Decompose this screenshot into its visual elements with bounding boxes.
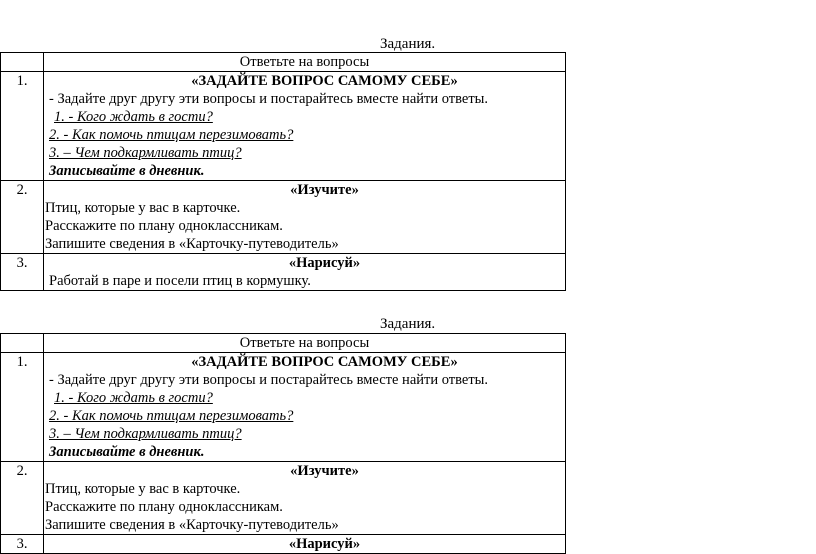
question-3: 3. – Чем подкармливать птиц? <box>49 426 242 442</box>
tasks-table-1 <box>0 52 566 291</box>
task-line: Птиц, которые у вас в карточке. <box>45 200 241 216</box>
header-row <box>1 53 566 72</box>
task-intro: - Задайте друг другу эти вопросы и постарайтесь вместе найти ответы. <box>49 372 489 388</box>
header-cell: Ответьте на вопросы <box>44 53 566 72</box>
task-number: 2. <box>1 462 44 535</box>
task-note: Записывайте в дневник. <box>49 444 205 460</box>
task-line: Расскажите по плану одноклассникам. <box>45 218 283 234</box>
task-content <box>44 535 566 554</box>
task-heading: «Нарисуй» <box>288 536 361 552</box>
header-num-cell <box>1 53 44 72</box>
task-content <box>44 254 566 291</box>
task-heading: «Изучите» <box>290 182 359 198</box>
question-3: 3. – Чем подкармливать птиц? <box>49 145 242 161</box>
task-number: 1. <box>1 353 44 462</box>
task-row-1 <box>1 72 566 181</box>
task-content <box>44 353 566 462</box>
task-number: 3. <box>1 254 44 291</box>
question-2: 2. - Как помочь птицам перезимовать? <box>49 127 294 143</box>
task-row-2 <box>1 462 566 535</box>
task-heading: «ЗАДАЙТЕ ВОПРОС САМОМУ СЕБЕ» <box>191 354 458 370</box>
task-note: Записывайте в дневник. <box>49 163 205 179</box>
task-row-1 <box>1 353 566 462</box>
header-cell: Ответьте на вопросы <box>44 334 566 353</box>
task-heading: «Нарисуй» <box>288 255 361 271</box>
block-1-title: Задания. <box>380 36 436 52</box>
task-content <box>44 181 566 254</box>
question-1: 1. - Кого ждать в гости? <box>54 390 213 406</box>
task-line: Птиц, которые у вас в карточке. <box>45 481 241 497</box>
task-line: Расскажите по плану одноклассникам. <box>45 499 283 515</box>
task-row-3 <box>1 254 566 291</box>
task-content <box>44 72 566 181</box>
task-number: 2. <box>1 181 44 254</box>
task-intro: - Задайте друг другу эти вопросы и постарайтесь вместе найти ответы. <box>49 91 489 107</box>
tasks-table-2 <box>0 333 566 554</box>
task-number: 1. <box>1 72 44 181</box>
task-row-3 <box>1 535 566 554</box>
question-1: 1. - Кого ждать в гости? <box>54 109 213 125</box>
task-line: Работай в паре и посели птиц в кормушку. <box>49 273 311 289</box>
header-row <box>1 334 566 353</box>
question-2: 2. - Как помочь птицам перезимовать? <box>49 408 294 424</box>
task-content <box>44 462 566 535</box>
task-heading: «Изучите» <box>290 463 359 479</box>
block-2-title: Задания. <box>380 316 436 332</box>
task-number: 3. <box>1 535 44 554</box>
task-line: Запишите сведения в «Карточку-путеводитель» <box>45 517 339 533</box>
task-heading: «ЗАДАЙТЕ ВОПРОС САМОМУ СЕБЕ» <box>191 73 458 89</box>
task-row-2 <box>1 181 566 254</box>
header-num-cell <box>1 334 44 353</box>
task-line: Запишите сведения в «Карточку-путеводитель» <box>45 236 339 252</box>
